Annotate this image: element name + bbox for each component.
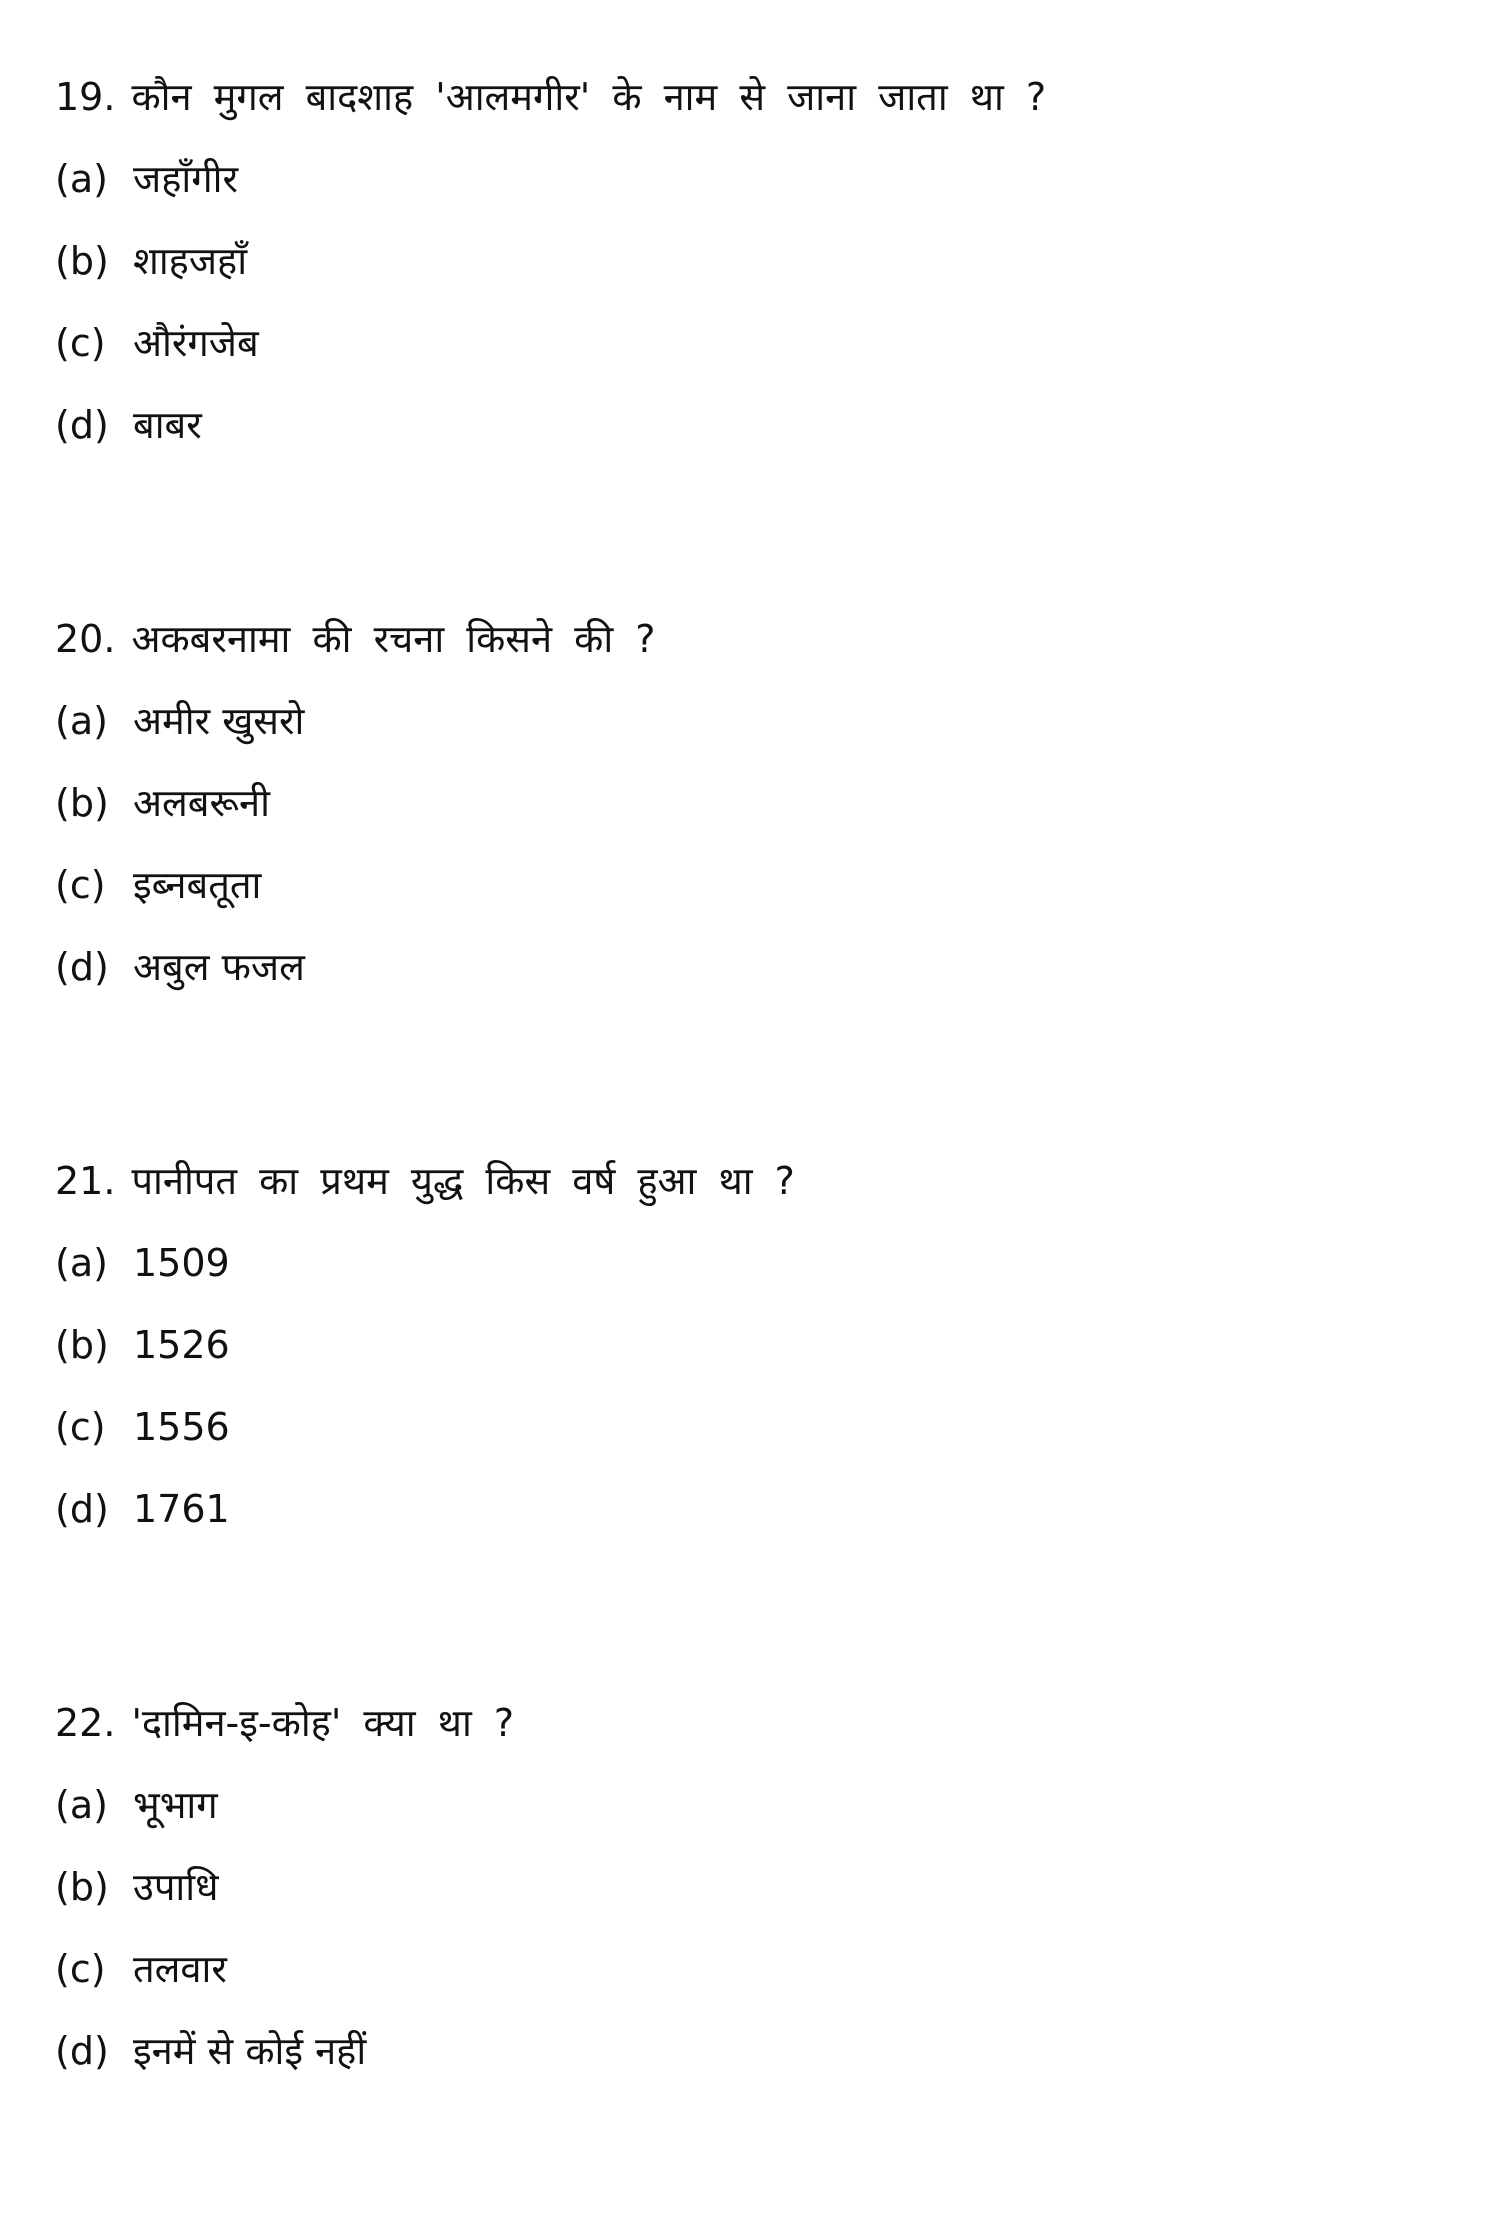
question-number: 22. [55, 1701, 116, 1745]
option-text: जहाँगीर [133, 157, 238, 201]
option-label: (b) [55, 1865, 109, 1909]
question-21 [55, 1156, 1465, 1534]
question-text: अकबरनामा की रचना किसने की ? [131, 617, 656, 661]
option-text: इनमें से कोई नहीं [133, 2029, 367, 2073]
option-c [55, 1402, 1465, 1452]
option-label: (c) [55, 1947, 106, 1991]
question-number: 19. [55, 75, 116, 119]
option-text: भूभाग [133, 1783, 218, 1827]
option-label: (a) [55, 1783, 108, 1827]
question-text-line [55, 614, 1465, 664]
option-d [55, 1484, 1465, 1534]
option-text: तलवार [133, 1947, 227, 1991]
option-b [55, 1862, 1465, 1912]
option-text: अलबरूनी [133, 781, 270, 825]
option-label: (d) [55, 1487, 109, 1531]
question-text-line [55, 72, 1465, 122]
option-a [55, 1780, 1465, 1830]
option-text: बाबर [133, 403, 202, 447]
option-d [55, 942, 1465, 992]
option-text: शाहजहाँ [133, 239, 248, 283]
option-b [55, 236, 1465, 286]
option-label: (d) [55, 945, 109, 989]
option-text: औरंगजेब [133, 321, 259, 365]
option-label: (c) [55, 321, 106, 365]
option-text: 1556 [133, 1405, 230, 1449]
option-label: (c) [55, 863, 106, 907]
option-c [55, 860, 1465, 910]
question-22 [55, 1698, 1465, 2076]
option-label: (b) [55, 239, 109, 283]
option-label: (a) [55, 1241, 108, 1285]
question-text: पानीपत का प्रथम युद्ध किस वर्ष हुआ था ? [131, 1159, 795, 1203]
option-c [55, 318, 1465, 368]
question-text: 'दामिन-इ-कोह' क्या था ? [131, 1701, 515, 1745]
option-text: 1526 [133, 1323, 230, 1367]
option-text: 1509 [133, 1241, 230, 1285]
question-text-line [55, 1698, 1465, 1748]
question-text: कौन मुगल बादशाह 'आलमगीर' के नाम से जाना जाता था ? [131, 75, 1047, 119]
option-b [55, 778, 1465, 828]
option-c [55, 1944, 1465, 1994]
option-b [55, 1320, 1465, 1370]
option-text: 1761 [133, 1487, 230, 1531]
option-text: अबुल फजल [133, 945, 305, 989]
option-d [55, 400, 1465, 450]
option-label: (a) [55, 157, 108, 201]
option-label: (d) [55, 403, 109, 447]
option-a [55, 696, 1465, 746]
option-label: (b) [55, 781, 109, 825]
option-label: (b) [55, 1323, 109, 1367]
question-page [55, 72, 1465, 2240]
option-label: (a) [55, 699, 108, 743]
question-text-line [55, 1156, 1465, 1206]
question-19 [55, 72, 1465, 450]
option-text: उपाधि [133, 1865, 219, 1909]
option-a [55, 154, 1465, 204]
option-text: अमीर खुसरो [133, 699, 305, 743]
question-number: 21. [55, 1159, 116, 1203]
option-a [55, 1238, 1465, 1288]
option-label: (c) [55, 1405, 106, 1449]
question-20 [55, 614, 1465, 992]
option-text: इब्नबतूता [133, 863, 262, 907]
question-number: 20. [55, 617, 116, 661]
option-label: (d) [55, 2029, 109, 2073]
